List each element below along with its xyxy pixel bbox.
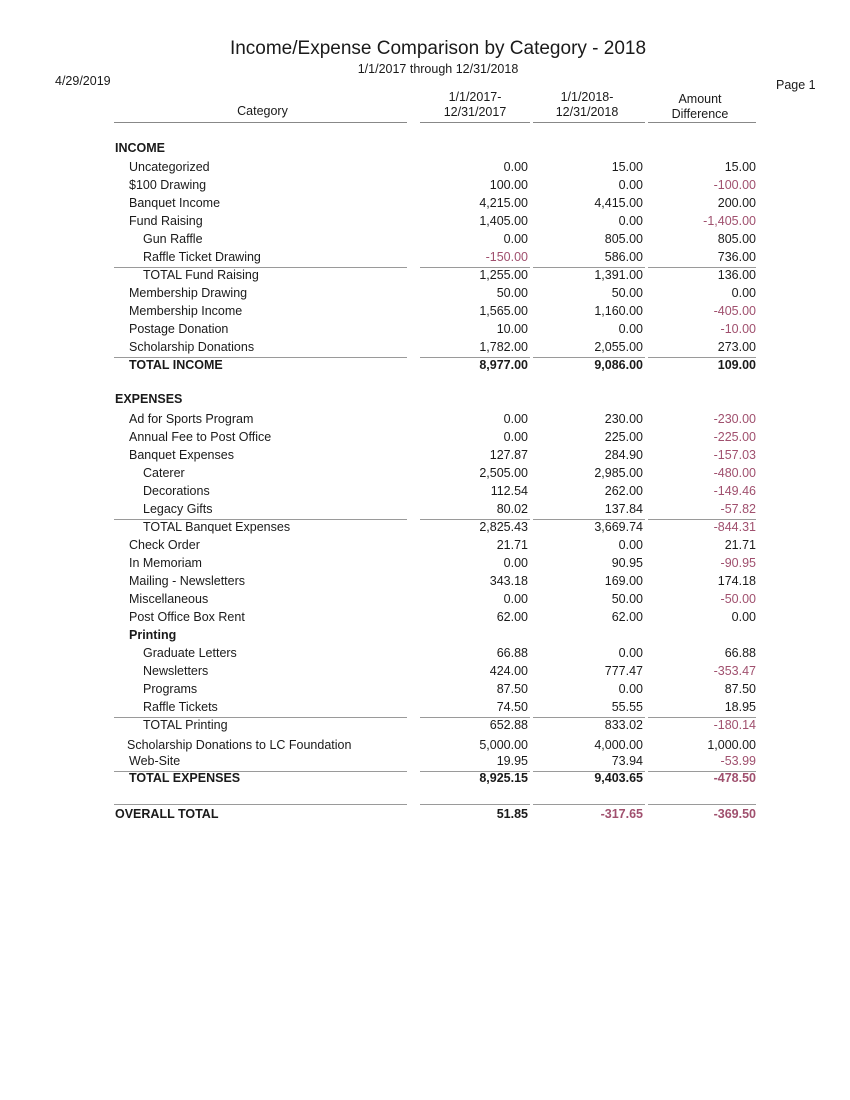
value-2018: 15.00 xyxy=(611,160,643,174)
column-header-category: Category xyxy=(237,104,288,118)
value-difference: 136.00 xyxy=(717,268,756,282)
value-difference: 66.88 xyxy=(724,646,756,660)
row-label: TOTAL Fund Raising xyxy=(143,268,259,282)
value-2017: 87.50 xyxy=(496,682,528,696)
value-2017: 1,405.00 xyxy=(479,214,528,228)
value-2018: 1,391.00 xyxy=(594,268,643,282)
value-difference: -478.50 xyxy=(713,771,756,785)
value-2018: 2,985.00 xyxy=(594,466,643,480)
row-label: Newsletters xyxy=(143,664,209,678)
value-2017: 51.85 xyxy=(496,807,528,821)
value-2017: 343.18 xyxy=(489,574,528,588)
row-label: Raffle Tickets xyxy=(143,700,218,714)
value-2017: 127.87 xyxy=(489,448,528,462)
value-2018: 833.02 xyxy=(604,718,643,732)
row-label: Scholarship Donations to LC Foundation xyxy=(127,738,352,752)
report-date: 4/29/2019 xyxy=(55,74,111,88)
value-difference: -53.99 xyxy=(720,754,756,768)
value-2017: 0.00 xyxy=(503,232,528,246)
value-difference: 200.00 xyxy=(717,196,756,210)
table-row xyxy=(0,412,850,430)
value-2018: 0.00 xyxy=(618,214,643,228)
table-row xyxy=(0,700,850,718)
value-2017: 112.54 xyxy=(490,484,528,498)
value-2018: 0.00 xyxy=(618,178,643,192)
value-2017: 10.00 xyxy=(496,322,528,336)
column-header-2018-line2: 12/31/2018 xyxy=(555,105,619,119)
value-2017: 5,000.00 xyxy=(479,738,528,752)
value-2017: 74.50 xyxy=(496,700,528,714)
value-difference: -180.14 xyxy=(713,718,756,732)
table-row xyxy=(0,754,850,772)
value-2017: 62.00 xyxy=(496,610,528,624)
table-row xyxy=(0,592,850,610)
value-2017: 8,977.00 xyxy=(479,358,528,372)
value-difference: 87.50 xyxy=(724,682,756,696)
value-difference: 174.18 xyxy=(717,574,756,588)
value-difference: -50.00 xyxy=(720,592,756,606)
value-2018: 284.90 xyxy=(604,448,643,462)
value-difference: -149.46 xyxy=(713,484,756,498)
total-separator-line xyxy=(533,804,645,805)
value-difference: 0.00 xyxy=(731,286,756,300)
table-row xyxy=(0,610,850,628)
value-2017: 80.02 xyxy=(496,502,528,516)
value-2017: -150.00 xyxy=(485,250,528,264)
row-label: Check Order xyxy=(129,538,200,552)
row-label: INCOME xyxy=(115,141,165,155)
value-2017: 0.00 xyxy=(503,430,528,444)
row-label: In Memoriam xyxy=(129,556,202,570)
report-subtitle: 1/1/2017 through 12/31/2018 xyxy=(357,62,519,76)
table-row xyxy=(0,178,850,196)
value-2017: 1,565.00 xyxy=(479,304,528,318)
row-label: Fund Raising xyxy=(129,214,203,228)
row-label: Mailing - Newsletters xyxy=(129,574,246,588)
table-row xyxy=(0,141,850,159)
row-label: Post Office Box Rent xyxy=(129,610,245,624)
column-header-2017-line1: 1/1/2017- xyxy=(448,90,502,104)
value-2018: 73.94 xyxy=(611,754,643,768)
table-row xyxy=(0,807,850,825)
value-2017: 1,782.00 xyxy=(479,340,528,354)
row-label: Miscellaneous xyxy=(129,592,209,606)
value-2018: 9,403.65 xyxy=(594,771,643,785)
table-row xyxy=(0,268,850,286)
value-2018: 3,669.74 xyxy=(594,520,643,534)
row-label: EXPENSES xyxy=(115,392,183,406)
table-row xyxy=(0,574,850,592)
value-2018: 4,415.00 xyxy=(594,196,643,210)
row-label: Membership Drawing xyxy=(129,286,248,300)
table-row xyxy=(0,556,850,574)
row-label: Legacy Gifts xyxy=(143,502,213,516)
value-difference: 21.71 xyxy=(724,538,756,552)
value-2017: 66.88 xyxy=(496,646,528,660)
value-difference: -844.31 xyxy=(713,520,756,534)
value-difference: -353.47 xyxy=(713,664,756,678)
value-difference: -157.03 xyxy=(713,448,756,462)
row-label: Annual Fee to Post Office xyxy=(129,430,272,444)
table-row xyxy=(0,392,850,410)
value-2018: 230.00 xyxy=(604,412,643,426)
value-2018: 4,000.00 xyxy=(594,738,643,752)
value-2017: 21.71 xyxy=(496,538,528,552)
table-row xyxy=(0,250,850,268)
value-2018: -317.65 xyxy=(600,807,643,821)
table-row xyxy=(0,448,850,466)
row-label: Scholarship Donations xyxy=(129,340,255,354)
value-difference: 15.00 xyxy=(724,160,756,174)
table-row xyxy=(0,340,850,358)
table-row xyxy=(0,232,850,250)
value-2017: 0.00 xyxy=(503,556,528,570)
row-label: TOTAL Printing xyxy=(143,718,228,732)
value-difference: -57.82 xyxy=(720,502,756,516)
value-2018: 2,055.00 xyxy=(594,340,643,354)
table-row xyxy=(0,304,850,322)
column-header-difference-line1: Amount xyxy=(678,92,722,106)
value-2017: 2,505.00 xyxy=(479,466,528,480)
row-label: Programs xyxy=(143,682,198,696)
column-header-2018-line1: 1/1/2018- xyxy=(560,90,614,104)
value-2017: 50.00 xyxy=(496,286,528,300)
row-label: Ad for Sports Program xyxy=(129,412,254,426)
row-label: Membership Income xyxy=(129,304,243,318)
value-2017: 652.88 xyxy=(489,718,528,732)
value-difference: -369.50 xyxy=(713,807,756,821)
value-2017: 19.95 xyxy=(496,754,528,768)
value-difference: 805.00 xyxy=(717,232,756,246)
total-separator-line xyxy=(114,804,407,805)
value-2018: 137.84 xyxy=(604,502,643,516)
value-2018: 586.00 xyxy=(604,250,643,264)
row-label: Uncategorized xyxy=(129,160,210,174)
value-2017: 0.00 xyxy=(503,592,528,606)
table-row xyxy=(0,430,850,448)
value-2018: 9,086.00 xyxy=(594,358,643,372)
table-row xyxy=(0,502,850,520)
value-2018: 62.00 xyxy=(611,610,643,624)
column-header-2017-line2: 12/31/2017 xyxy=(443,105,507,119)
row-label: Graduate Letters xyxy=(143,646,237,660)
value-difference: 1,000.00 xyxy=(707,738,756,752)
row-label: Decorations xyxy=(143,484,210,498)
value-2018: 169.00 xyxy=(604,574,643,588)
row-label: Banquet Income xyxy=(129,196,221,210)
value-2018: 50.00 xyxy=(611,592,643,606)
page-number: Page 1 xyxy=(776,78,816,92)
row-label: Postage Donation xyxy=(129,322,229,336)
table-row xyxy=(0,646,850,664)
row-label: Caterer xyxy=(143,466,185,480)
value-2017: 100.00 xyxy=(489,178,528,192)
table-row xyxy=(0,160,850,178)
row-label: TOTAL Banquet Expenses xyxy=(143,520,291,534)
report-title: Income/Expense Comparison by Category - 2018 xyxy=(229,38,647,59)
table-row xyxy=(0,322,850,340)
row-label: Web-Site xyxy=(129,754,181,768)
value-2017: 0.00 xyxy=(503,412,528,426)
value-2018: 262.00 xyxy=(604,484,643,498)
table-row xyxy=(0,484,850,502)
value-2018: 805.00 xyxy=(604,232,643,246)
value-2018: 777.47 xyxy=(604,664,643,678)
value-2017: 0.00 xyxy=(503,160,528,174)
value-difference: 18.95 xyxy=(724,700,756,714)
value-2017: 8,925.15 xyxy=(479,771,528,785)
value-difference: -10.00 xyxy=(720,322,756,336)
value-2018: 0.00 xyxy=(618,538,643,552)
value-2018: 225.00 xyxy=(604,430,643,444)
table-row xyxy=(0,466,850,484)
table-row xyxy=(0,538,850,556)
value-difference: 273.00 xyxy=(717,340,756,354)
value-difference: -480.00 xyxy=(713,466,756,480)
table-row xyxy=(0,214,850,232)
column-header-difference-line2: Difference xyxy=(671,107,729,121)
value-2018: 1,160.00 xyxy=(594,304,643,318)
table-row xyxy=(0,771,850,789)
value-2018: 0.00 xyxy=(618,322,643,336)
table-row xyxy=(0,520,850,538)
value-2018: 55.55 xyxy=(611,700,643,714)
total-separator-line xyxy=(420,804,530,805)
row-label: TOTAL INCOME xyxy=(129,358,223,372)
table-row xyxy=(0,196,850,214)
row-label: Banquet Expenses xyxy=(129,448,234,462)
row-label: Printing xyxy=(129,628,177,642)
value-difference: -225.00 xyxy=(713,430,756,444)
value-2017: 1,255.00 xyxy=(479,268,528,282)
row-label: $100 Drawing xyxy=(129,178,207,192)
row-label: OVERALL TOTAL xyxy=(115,807,219,821)
table-row xyxy=(0,628,850,646)
value-2017: 424.00 xyxy=(489,664,528,678)
value-difference: -1,405.00 xyxy=(703,214,756,228)
value-difference: -100.00 xyxy=(713,178,756,192)
value-2018: 90.95 xyxy=(611,556,643,570)
value-difference: 736.00 xyxy=(717,250,756,264)
value-2017: 2,825.43 xyxy=(479,520,528,534)
table-row xyxy=(0,286,850,304)
table-row xyxy=(0,682,850,700)
value-difference: 109.00 xyxy=(717,358,756,372)
table-row xyxy=(0,718,850,736)
row-label: Raffle Ticket Drawing xyxy=(143,250,261,264)
row-label: TOTAL EXPENSES xyxy=(129,771,241,785)
value-difference: -90.95 xyxy=(720,556,756,570)
row-label: Gun Raffle xyxy=(143,232,203,246)
value-difference: 0.00 xyxy=(731,610,756,624)
value-difference: -405.00 xyxy=(713,304,756,318)
value-2018: 0.00 xyxy=(618,682,643,696)
table-row xyxy=(0,358,850,376)
value-difference: -230.00 xyxy=(713,412,756,426)
value-2018: 0.00 xyxy=(618,646,643,660)
value-2018: 50.00 xyxy=(611,286,643,300)
total-separator-line xyxy=(648,804,756,805)
table-row xyxy=(0,664,850,682)
value-2017: 4,215.00 xyxy=(479,196,528,210)
